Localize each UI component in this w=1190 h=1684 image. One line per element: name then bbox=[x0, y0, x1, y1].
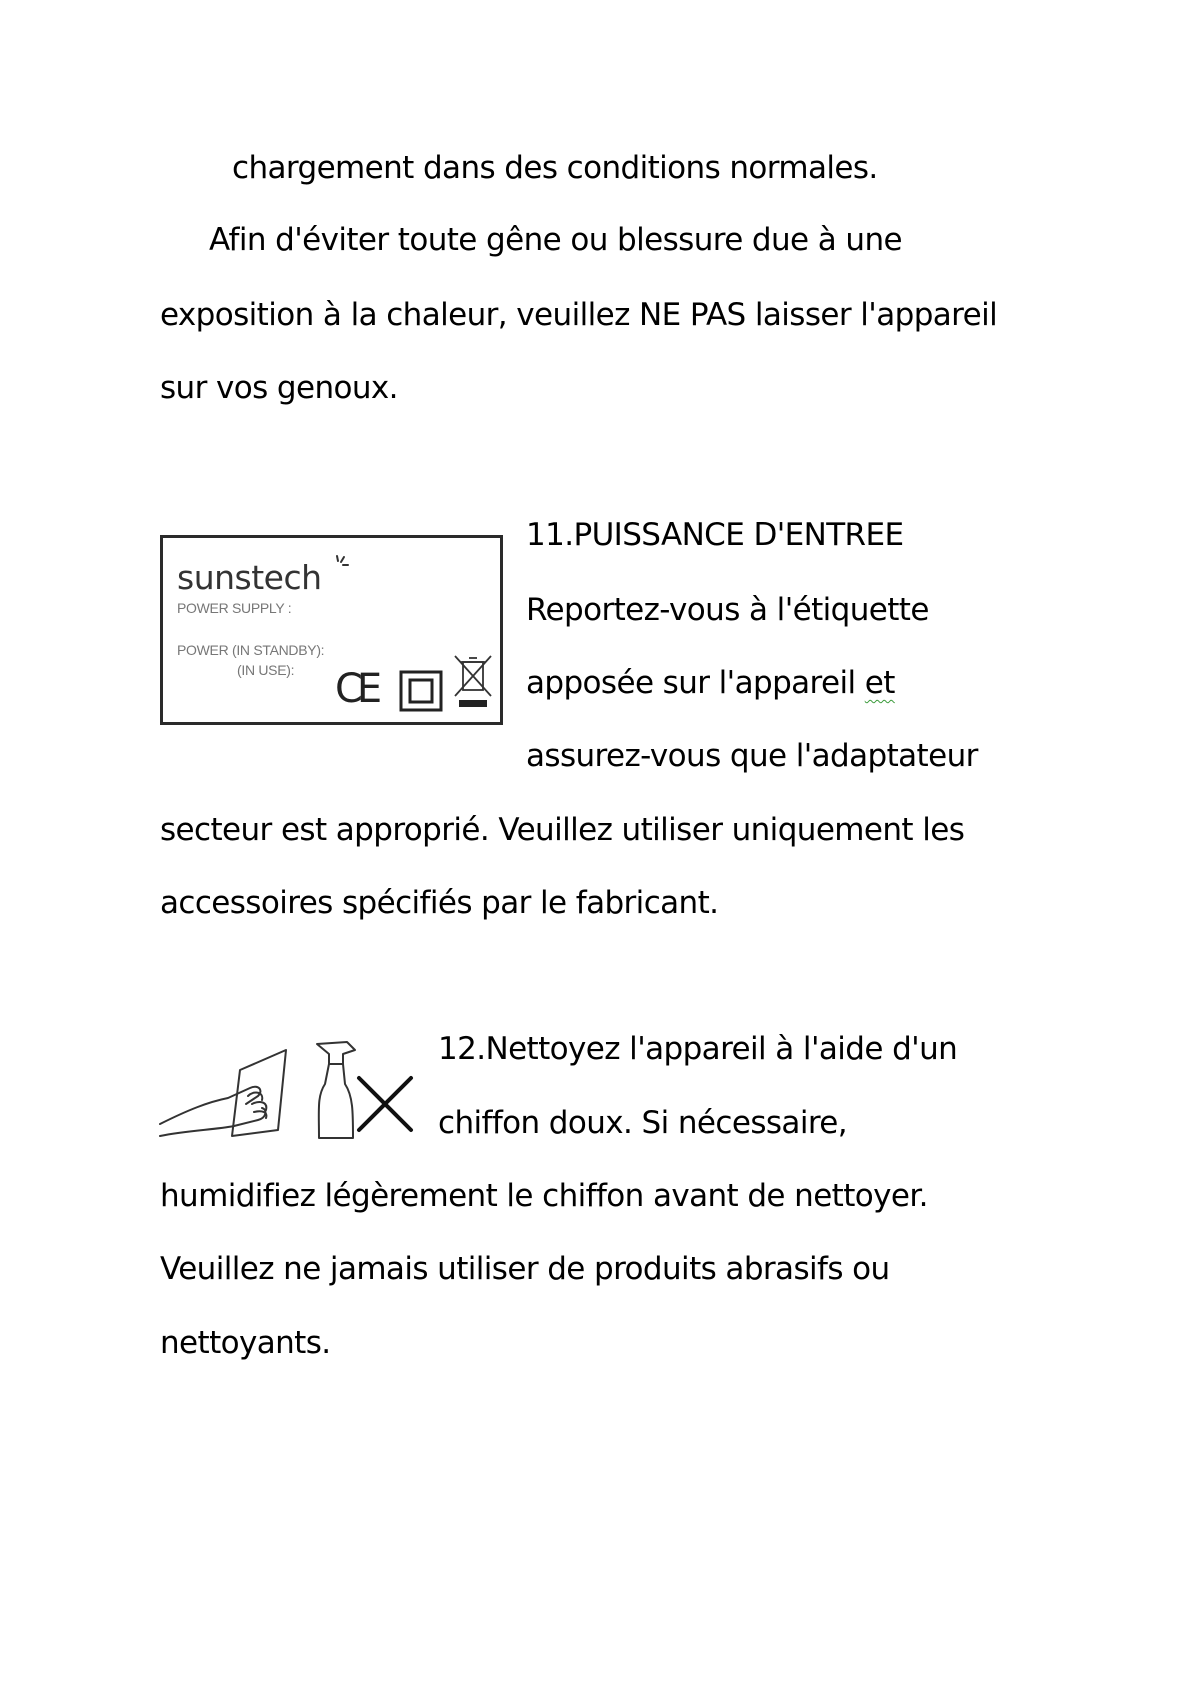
section-11-line-4: secteur est approprié. Veuillez utiliser uniquement les bbox=[160, 812, 965, 848]
double-insulation-icon bbox=[399, 670, 443, 712]
label-power-standby: POWER (IN STANDBY): bbox=[177, 642, 325, 658]
section-12-line-5: nettoyants. bbox=[160, 1325, 331, 1361]
section-11-heading: 11.PUISSANCE D'ENTREE bbox=[526, 517, 904, 553]
intro-line-4: sur vos genoux. bbox=[160, 370, 398, 406]
no-spray-cleaner-icon bbox=[315, 1040, 420, 1145]
intro-line-1: chargement dans des conditions normales. bbox=[232, 150, 878, 186]
section-11-line-1: Reportez-vous à l'étiquette bbox=[526, 592, 929, 628]
ce-mark: CE bbox=[335, 666, 377, 712]
label-power-in-use: (IN USE): bbox=[237, 662, 295, 678]
section-11-line-2-text: apposée sur l'appareil bbox=[526, 665, 865, 701]
weee-bin-icon bbox=[451, 652, 495, 710]
section-12-line-3: humidifiez légèrement le chiffon avant de nettoyer. bbox=[160, 1178, 928, 1214]
section-11-line-5: accessoires spécifiés par le fabricant. bbox=[160, 885, 719, 921]
grammar-flag-word: et bbox=[864, 665, 895, 701]
section-12-line-1: 12.Nettoyez l'appareil à l'aide d'un bbox=[438, 1031, 958, 1067]
section-11-line-3: assurez-vous que l'adaptateur bbox=[526, 738, 978, 774]
section-12-line-2: chiffon doux. Si nécessaire, bbox=[438, 1105, 848, 1141]
section-11-line-2 bbox=[526, 663, 895, 703]
section-12-line-4: Veuillez ne jamais utiliser de produits abrasifs ou bbox=[160, 1251, 890, 1287]
intro-line-3: exposition à la chaleur, veuillez NE PAS laisser l'appareil bbox=[160, 297, 998, 333]
label-brand: sunstech bbox=[177, 558, 322, 597]
intro-line-2: Afin d'éviter toute gêne ou blessure due à une bbox=[209, 222, 902, 258]
label-power-supply: POWER SUPPLY : bbox=[177, 600, 292, 616]
power-rating-label-image bbox=[160, 535, 503, 725]
brand-spark-icon bbox=[331, 554, 353, 576]
wipe-with-cloth-icon bbox=[158, 1040, 298, 1140]
